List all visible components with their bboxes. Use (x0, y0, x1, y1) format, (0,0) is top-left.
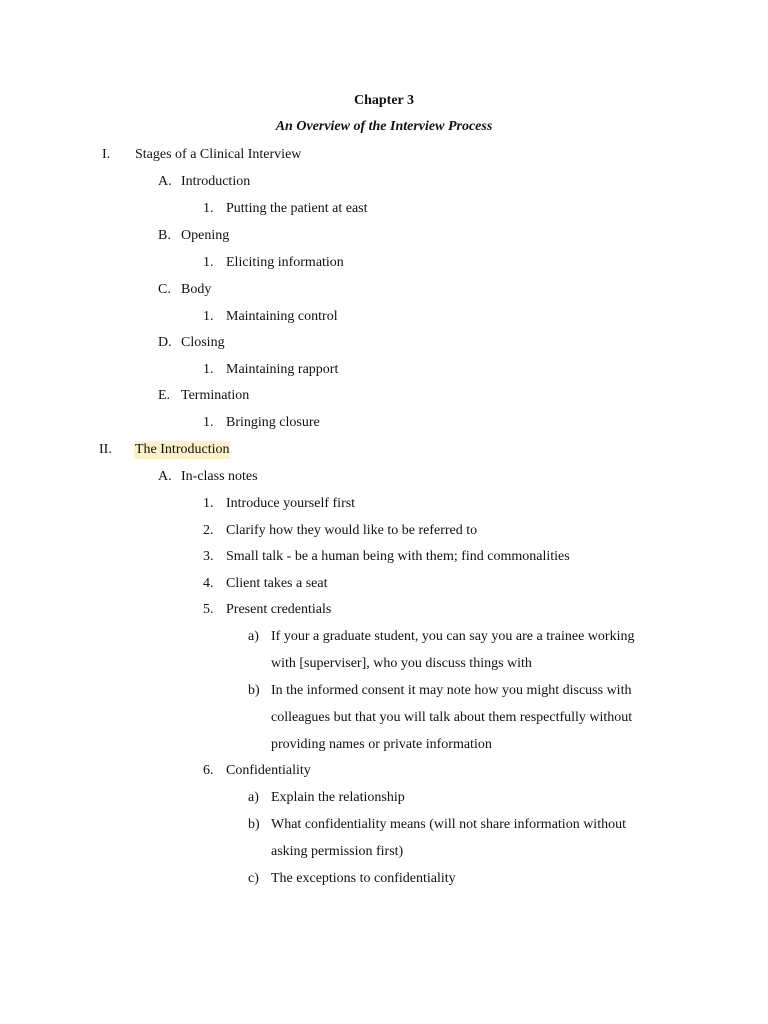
subitem-text: Confidentiality (226, 763, 311, 778)
item-label: Opening (181, 228, 230, 243)
subsubitem-text: with [superviser], who you discuss things with (271, 656, 532, 671)
subitem-marker: 6. (203, 763, 214, 778)
subitem-marker: 1. (203, 362, 214, 377)
subsubitem-text: colleagues but that you will talk about them respectfully without (271, 710, 633, 725)
subitem-marker: 1. (203, 415, 214, 430)
item-marker: A. (158, 469, 172, 484)
subsubitem-text: In the informed consent it may note how you might discuss with (271, 683, 632, 698)
section-title: Stages of a Clinical Interview (135, 147, 302, 162)
item-marker: D. (158, 335, 172, 350)
subitem-text: Maintaining rapport (226, 362, 339, 377)
subitem-text: Putting the patient at east (226, 201, 368, 216)
item-label: Closing (181, 335, 225, 350)
subitem-marker: 5. (203, 602, 214, 617)
subsubitem-marker: b) (248, 683, 260, 698)
chapter-heading: Chapter 3 (353, 93, 415, 108)
subitem-text: Introduce yourself first (226, 496, 356, 511)
subitem-text: Present credentials (226, 602, 332, 617)
chapter-subtitle: An Overview of the Interview Process (275, 119, 493, 134)
subitem-text: Small talk - be a human being with them; find commonalities (226, 549, 570, 564)
item-marker: B. (158, 228, 171, 243)
item-marker: C. (158, 282, 171, 297)
item-marker: A. (158, 174, 172, 189)
section-title-highlighted: The Introduction (135, 442, 230, 457)
item-label: Introduction (181, 174, 251, 189)
subsubitem-marker: a) (248, 629, 259, 644)
subitem-marker: 4. (203, 576, 214, 591)
subitem-marker: 3. (203, 549, 214, 564)
subitem-marker: 1. (203, 496, 214, 511)
subsubitem-text: If your a graduate student, you can say you are a trainee working (271, 629, 635, 644)
subsubitem-marker: a) (248, 790, 259, 805)
subitem-marker: 1. (203, 255, 214, 270)
subsubitem-text: providing names or private information (271, 737, 492, 752)
subsubitem-text: Explain the relationship (271, 790, 405, 805)
subitem-marker: 1. (203, 201, 214, 216)
subitem-text: Maintaining control (226, 309, 338, 324)
item-label: Termination (181, 388, 250, 403)
section-marker: I. (102, 147, 111, 162)
subitem-text: Clarify how they would like to be referred to (226, 523, 478, 538)
item-label: Body (181, 282, 212, 297)
subitem-text: Client takes a seat (226, 576, 328, 591)
subsubitem-marker: b) (248, 817, 260, 832)
subitem-marker: 1. (203, 309, 214, 324)
item-label: In-class notes (181, 469, 258, 484)
subsubitem-text: asking permission first) (271, 844, 404, 859)
item-marker: E. (158, 388, 171, 403)
subsubitem-text: What confidentiality means (will not share information without (271, 817, 626, 832)
subsubitem-text: The exceptions to confidentiality (271, 871, 456, 886)
subitem-marker: 2. (203, 523, 214, 538)
section-marker: II. (99, 442, 112, 457)
subsubitem-marker: c) (248, 871, 259, 886)
subitem-text: Eliciting information (226, 255, 344, 270)
subitem-text: Bringing closure (226, 415, 320, 430)
